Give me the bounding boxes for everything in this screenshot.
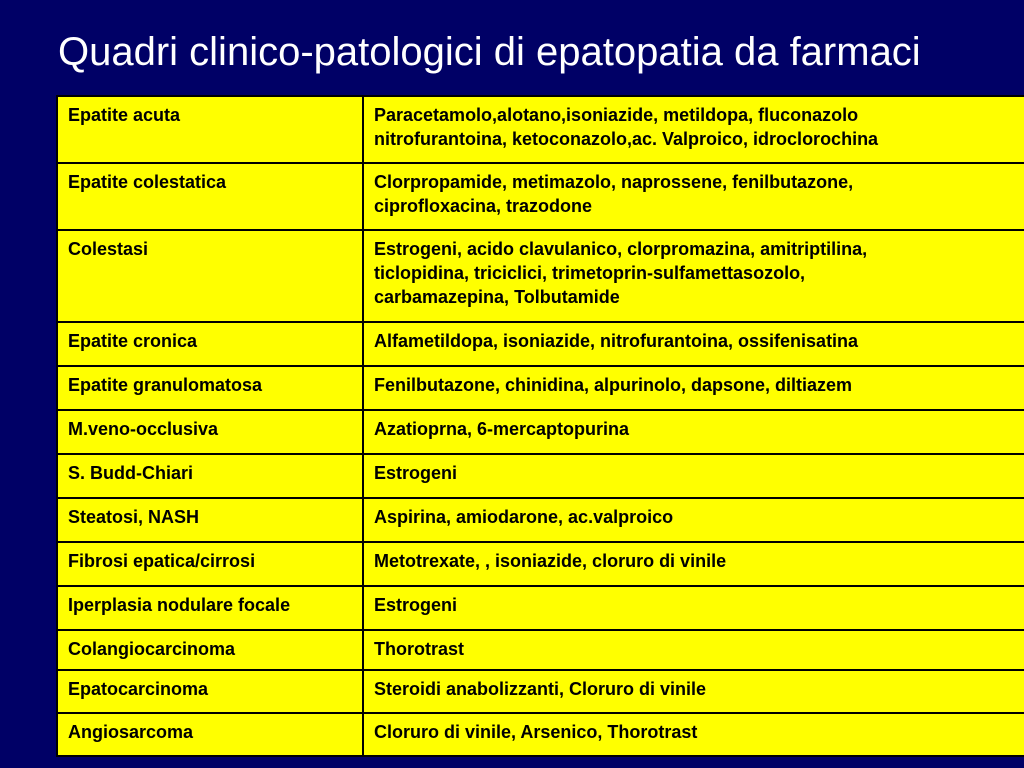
condition-cell: Colestasi — [57, 230, 363, 322]
drugs-cell — [363, 630, 1024, 670]
condition-cell: Epatite granulomatosa — [57, 366, 363, 410]
condition-cell: Fibrosi epatica/cirrosi — [57, 542, 363, 586]
table-row — [57, 713, 1024, 756]
condition-cell: Colangiocarcinoma — [57, 630, 363, 670]
drugs-cell — [363, 586, 1024, 630]
table-row — [57, 670, 1024, 713]
drugs-line: Estrogeni — [374, 463, 458, 483]
drugs-line: Alfametildopa, isoniazide, nitrofurantoina, ossifenisatina — [374, 331, 859, 351]
drug-hepatopathy-table — [56, 95, 1024, 757]
condition-cell: Epatite colestatica — [57, 163, 363, 230]
drugs-cell — [363, 230, 1024, 322]
drugs-line: carbamazepina, Tolbutamide — [374, 287, 620, 307]
table-row — [57, 410, 1024, 454]
drugs-line: Aspirina, amiodarone, ac.valproico — [374, 507, 674, 527]
condition-cell: M.veno-occlusiva — [57, 410, 363, 454]
drugs-line: nitrofurantoina, ketoconazolo,ac. Valproico, idroclorochina — [374, 129, 879, 149]
slide-title: Quadri clinico-patologici di epatopatia da farmaci — [58, 30, 921, 74]
drugs-line: Fenilbutazone, chinidina, alpurinolo, dapsone, diltiazem — [374, 375, 853, 395]
drugs-line: Thorotrast — [374, 639, 464, 659]
drugs-cell — [363, 498, 1024, 542]
drugs-line: Paracetamolo,alotano,isoniazide, metildopa, fluconazolo — [374, 105, 859, 125]
table-row — [57, 163, 1024, 230]
drugs-cell — [363, 410, 1024, 454]
condition-cell: Epatite acuta — [57, 96, 363, 163]
drugs-line: Azatioprna, 6-mercaptopurina — [374, 419, 630, 439]
table-row — [57, 542, 1024, 586]
table-row — [57, 586, 1024, 630]
drugs-cell — [363, 322, 1024, 366]
condition-cell: Steatosi, NASH — [57, 498, 363, 542]
table-row — [57, 366, 1024, 410]
table-row — [57, 454, 1024, 498]
table-row — [57, 322, 1024, 366]
drugs-line: Steroidi anabolizzanti, Cloruro di vinile — [374, 679, 707, 699]
condition-cell: Epatite cronica — [57, 322, 363, 366]
condition-cell: Iperplasia nodulare focale — [57, 586, 363, 630]
table-row — [57, 96, 1024, 163]
condition-cell: S. Budd-Chiari — [57, 454, 363, 498]
drugs-line: Metotrexate, , isoniazide, cloruro di vinile — [374, 551, 727, 571]
table-row — [57, 498, 1024, 542]
table-row — [57, 630, 1024, 670]
drugs-line: ciprofloxacina, trazodone — [374, 196, 593, 216]
drugs-cell — [363, 163, 1024, 230]
drugs-cell — [363, 542, 1024, 586]
drugs-line: Estrogeni — [374, 595, 458, 615]
drugs-cell — [363, 670, 1024, 713]
drugs-line: Estrogeni, acido clavulanico, clorpromazina, amitriptilina, — [374, 239, 868, 259]
condition-cell: Angiosarcoma — [57, 713, 363, 756]
drugs-cell — [363, 454, 1024, 498]
drugs-line: Cloruro di vinile, Arsenico, Thorotrast — [374, 722, 698, 742]
drugs-line: ticlopidina, triciclici, trimetoprin-sulfamettasozolo, — [374, 263, 806, 283]
drugs-cell — [363, 96, 1024, 163]
table-row — [57, 230, 1024, 322]
condition-cell: Epatocarcinoma — [57, 670, 363, 713]
drugs-line: Clorpropamide, metimazolo, naprossene, fenilbutazone, — [374, 172, 854, 192]
drugs-cell — [363, 713, 1024, 756]
drugs-cell — [363, 366, 1024, 410]
